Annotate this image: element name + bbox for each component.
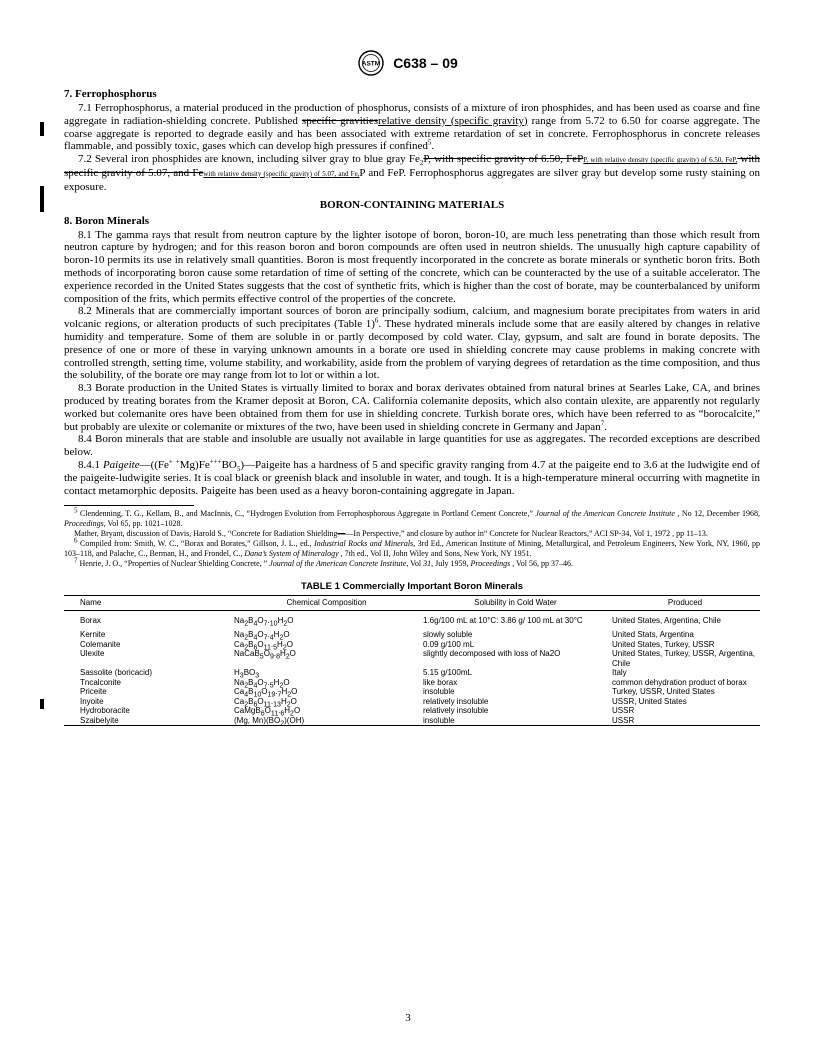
footnote-7: 7 Henrie, J. O., “Properties of Nuclear Shielding Concrete, ” Journal of the American Concrete Institute, Vol 31, July 1959, Proceedings , Vol 56, pp 37–46. [74,556,574,569]
table-row [64,716,760,726]
cell-produced: USSR [612,706,635,716]
cell-composition: Ca2B6O11.13H2O [234,696,297,709]
cell-solubility: slightly decomposed with loss of Na2O [423,649,561,659]
cell-name: Priceite [80,687,107,697]
section-heading-8: 8. Boron Minerals [64,214,150,227]
table-header-row [64,596,760,611]
page-number: 3 [405,1012,411,1024]
paragraph-7-1: 7.1 Ferrophosphorus, a material produced in the production of phosphorus, consists of a mixture of iron phosphides, and has been used as coarse and fine aggregate in radiation-shielding concrete. Published specific gravitiesrelative density (specific gravity) range from 5.72 to 6.50 for coarse aggregate. The coarse aggregate is reported to degrade easily and has been associated with extreme retardation of set in concrete. Ferrophosphorus in concrete releases flammable, and possibly toxic, gases which can develop high pressures if confined$^5$. [64,102,760,153]
table-row [64,687,760,697]
cell-composition: H3BO3 [234,668,260,680]
footnote-divider [64,505,194,506]
footnote-ref-6[interactable]: 6 [374,316,379,325]
cell-name: Hydroboracite [80,706,130,716]
footnote-5b: Mather, Bryant, discussion of Davis, Harold S., “Concrete for Radiation Shielding——In Perspective,” and closure by author in“ Concrete for Nuclear Reactors,” ACI SP-34, Vol 1, 1972 , pp 11–13. [74,529,708,539]
col-header-produced: Produced [610,596,760,611]
revision-bar [40,186,44,212]
cell-produced: USSR [610,716,760,726]
cell-name: Kernite [80,630,106,640]
cell-composition: CaMgB6O11.6H2O [234,706,301,718]
cell-composition: NaCaB5O9.8H2O [234,649,296,661]
page-header [0,50,816,76]
cell-produced: Italy [612,668,627,678]
section-heading-7: 7. Ferrophosphorus [64,88,157,100]
cell-name: Sassolite (boricacid) [80,668,153,678]
cell-name: Ulexite [80,649,105,659]
cell-solubility: like borax [423,677,458,687]
cell-produced: United Stats, Argentina [612,630,694,640]
table-row [64,649,760,668]
col-header-composition: Chemical Composition [232,596,421,611]
table-row [64,706,760,716]
revision-bar [40,122,44,136]
cell-solubility: 5.15 g/100mL [423,668,472,678]
cell-produced: Turkey, USSR, United States [612,687,715,697]
paragraph-8-3: 8.3 Borate production in the United States is virtually limited to borax and borax derivates obtained from natural brines at Searles Lake, CA, and brines produced by treating borates from the Kramer deposit at Boron, CA. California colemanite deposits, which also contain ulexite, are apparently not regularly worked but colemanite ores have been obtained from them for use in shielding concrete. Turkish borate ores, which have been referred to as “borocalcite,” but probably are ulexite or colemanite or mixtures of the two, have been used in shielding concrete in Germany and Japan$^7$. [64,382,760,433]
cell-solubility: slowly soluble [423,630,473,640]
table-title: TABLE 1 Commercially Important Boron Minerals [300,581,524,593]
table-row [64,640,760,650]
paragraph-8-4: 8.4 Boron minerals that are stable and insoluble are usually not available in large quantities for use as aggregates. The recorded exceptions are described below. [64,433,760,459]
cell-solubility: relatively insoluble [423,696,489,706]
cell-solubility: insoluble [423,687,455,697]
boron-minerals-table [64,595,760,726]
cell-composition: (Mg, Mn)(BO2)(OH) [232,716,421,726]
paragraph-7-2: 7.2 Several iron phosphides are known, including silver gray to blue gray $Fe_2P$, with specific gravity of 6.50, FePP, with relative density (specific gravity) of 6.50, FeP, with specific gravity of 5.07, and Fewith relative density (specific gravity) of 5.07, and Fe,P and FeP. Ferrophosphorus aggregates are silver gray but develop some rusty staining on exposure. [64,153,760,193]
footnote-ref-7[interactable]: 7 [600,418,605,427]
cell-composition: Na2B4O7.4H2O [234,630,290,642]
cell-name: Inyoite [80,696,104,706]
cell-composition: Ca2B6O11.5H2O [234,639,293,652]
paragraph-8-4-1: 8.4.1 Paigeite—((Fe+ $^+Mg)Fe^{+++}BO_5)—Paigeite$ has a hardness of 5 and specific gravity ranging from 4.7 at the paigeite end to 3.6 at the ludwigite end of the paigeite-ludwigite series. It is coal black or greenish black and insoluble in water, and tough. It is a high-temperature mineral occurring with magnetite in contact metamorphic deposits. Paigeite has been used as a heavy boron-containing aggregate in Japan. [64,457,761,497]
cell-produced: United States, Argentina, Chile [612,615,721,625]
table-row [64,625,760,640]
col-header-name: Name [64,596,232,611]
deleted-text: specific gravities [301,114,379,127]
cell-produced: United States, Turkey, USSR [612,639,715,649]
cell-name: Tncalconite [80,677,121,687]
cell-name: Szaibelyite [64,716,232,726]
inserted-text: P, with relative density (specific gravity) of 6.50, FeP, [583,156,738,165]
cell-produced: common dehydration product of borax [612,677,747,687]
paragraph-8-1: 8.1 The gamma rays that result from neutron capture by the lighter isotope of boron, boron-10, are much less penetrating than those which result from neutron capture by hydrogen; and for this reason boron and boron compounds are often used in neutron shields. The unusually high capture capability of boron-10 permits its use in relatively small quantities. Boron is most frequently incorporated in the concrete as borate minerals or synthetic boron frits. Both methods of incorporating boron cause some retardation of time of setting of the concrete, which can be counteracted by the use of a suitable accelerator. The experience recorded in the United States suggests that the cost of synthetic frits, which is higher than the cost of borate, may be counterbalanced by uniform composition of the frits, which permits effective control of the properties of the concrete. [64,228,760,305]
inserted-text: with relative density (specific gravity) of 5.07, and Fe, [203,169,360,178]
table-body [64,610,760,726]
main-content [64,85,760,726]
footnote-ref-5[interactable]: 5 [427,138,432,147]
paragraph-8-2: 8.2 Minerals that are commercially important sources of boron are principally sodium, calcium, and magnesium borate precipitates from waters in arid volcanic regions, or alteration products of such precipitates (Table 1)$^6$. These hydrated minerals include some that are easily altered by changes in relative humidity and temperature. Some of them are soluble in or partly decomposed by cold water. Clay, gypsum, and salt are found in borate deposits. The presence of one or more of these in varying unknown amounts in a borate ore used in shielding concrete may cause problems in making concrete with controlled strength, setting time, volume stability, and workability, aside from the problem of varying degrees of retardation as the time composition, and thus the solubility, of the borate ore may range from lot to lot or within a lot. [64,305,760,382]
col-header-solubility: Solubility in Cold Water [421,596,610,611]
cell-solubility: 0.09 g/100 mL [423,639,475,649]
table-row [64,697,760,707]
svg-text:ASTM: ASTM [361,60,381,68]
revision-bar [40,699,44,709]
footnote-6: 6 Compiled from: Smith, W. C., “Borax and Borates,” Gillson, J. L., ed., Industrial Rocks and Minerals, 3rd Ed., American Institute of Mining, Metallurgical, and Petroleum Engineers, New York, NY, 1960, pp 103–118, and Palache, C., Berman, H., and Frondel, C., Dana’s System of Mineralogy , 7th ed., Vol II, John Wiley and Sons, New York, NY 1951. [64,536,760,559]
table-row [64,678,760,688]
cell-solubility: insoluble [421,716,610,726]
deleted-text: P, with specific gravity of 6.50, FeP [423,153,584,166]
footnote-5: 5 Clendenning, T. G., Kellam, B., and MacInnis, C., “Hydrogen Evolution from Ferrophosphorous Aggregate in Portland Cement Concrete,” Journal of the American Concrete Institute , No 12, December 1968, Proceedings, Vol 65, pp. 1021–1028. [64,506,760,529]
deleted-text: with specific gravity of 5.07, and Fe [64,153,760,179]
table-row [64,610,760,625]
section-heading-boron: BORON-CONTAINING MATERIALS [319,198,505,211]
document-code: C638 – 09 [393,55,458,71]
cell-produced: USSR, United States [612,696,687,706]
cell-produced: United States, Turkey, USSR, Argentina, Chile [612,649,756,668]
cell-solubility: 1.6g/100 mL at 10°C: 3.86 g/ 100 mL at 30°C [423,615,583,625]
cell-name: Borax [80,615,101,625]
cell-name: Colemanite [80,639,121,649]
astm-logo-icon [358,50,384,76]
cell-composition: Na2B4O7.10H2O [234,615,294,628]
cell-composition: Na2B4O7.5H2O [234,677,290,690]
cell-composition: Ca4B10O19.7H2O [234,687,298,699]
table-row [64,668,760,678]
inserted-text: relative density (specific gravity) [378,114,528,127]
cell-solubility: relatively insoluble [423,706,489,716]
